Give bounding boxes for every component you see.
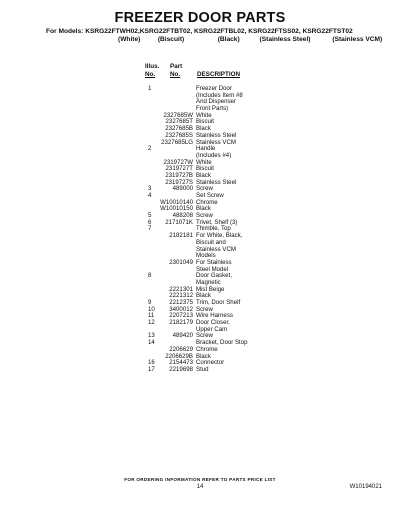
row-description: Black [196,292,211,300]
row-description: For Stainless [196,258,232,266]
row-part-no: 488208 [172,212,193,220]
row-description: Front Parts) [196,105,229,113]
row-description: And Dispenser [196,98,236,106]
row-description: Magnetic [196,278,221,286]
color-stainless-steel: (Stainless Steel) [259,36,311,43]
row-part-no: 2182181 [169,232,193,240]
row-part-no: 2212375 [169,299,193,306]
row-illus-no: 10 [148,305,155,313]
row-part-no: 2219698 [169,365,193,373]
row-part-no: 2206629 [169,345,193,353]
row-illus-no: 16 [148,359,155,367]
row-part-no: 2327685T [165,118,193,126]
row-description: Upper Cam [196,325,228,333]
row-illus-no: 4 [148,192,152,199]
row-description: Black [196,171,211,179]
parts-table [145,86,305,374]
row-description: Door Closer, [196,319,230,327]
document-id: W10194021 [349,484,382,490]
row-description: Stainless VCM [196,245,236,253]
row-part-no: 2327685B [165,125,193,133]
row-part-no: 2301049 [169,258,193,266]
color-stainless-vcm: (Stainless VCM) [332,36,383,43]
row-description: Chrome [196,345,218,353]
row-description: Trivet, Shelf (3) [196,218,238,226]
row-description: Stainless VCM [196,138,236,146]
page-number: 14 [196,484,204,490]
model-list: For Models: KSRG22FTWH02,KSRG22FTBT02, KSRG22FTBL02, KSRG22FTSS02, KSRG22FTST02 [46,28,353,35]
row-illus-no: 1 [148,85,152,92]
row-description: Stud [196,365,209,373]
row-description: Steel Model [196,265,229,273]
row-description: Trim, Door Shelf [196,299,241,306]
table-row [145,273,305,280]
row-illus-no: 5 [148,212,152,220]
table-row [145,140,305,147]
row-part-no: 3400012 [169,305,193,313]
color-list [118,36,388,43]
table-row [145,247,305,254]
row-part-no: W10010140 [160,198,193,206]
header-description: DESCRIPTION [197,70,241,78]
row-description: Set Screw [196,192,224,199]
row-part-no: 2221301 [169,285,193,293]
row-description: Stainless Steel [196,178,237,186]
header-part: Part No. [170,63,183,78]
row-illus-no: 9 [148,299,152,306]
row-description: Connector [196,359,225,367]
row-illus-no: 13 [148,332,155,340]
row-part-no: 2182179 [169,319,193,327]
row-description: (Includes Item #8 [196,91,243,99]
row-part-no: 2319727B [165,171,193,179]
page-title: FREEZER DOOR PARTS [114,10,286,26]
row-illus-no: 17 [148,365,155,373]
row-illus-no: 11 [148,312,155,320]
row-description: Freezer Door [196,85,232,92]
color-black: (Black) [217,36,240,43]
row-part-no: 2319727S [165,178,193,186]
row-illus-no: 7 [148,225,152,233]
row-description: Door Gasket, [196,272,232,280]
ordering-note: FOR ORDERING INFORMATION REFER TO PARTS PRICE LIST [124,477,276,482]
row-description: For White, Black, [196,232,243,240]
row-part-no: 2319727T [165,165,193,173]
table-row [145,367,305,374]
row-description: Handle [196,145,216,153]
row-illus-no: 6 [148,218,152,226]
row-description: Black [196,352,211,360]
row-description: Black [196,125,211,133]
row-part-no: 489420 [172,332,193,340]
row-part-no: 2171071K [165,218,193,226]
table-row [145,206,305,213]
row-part-no: W10010150 [160,205,193,213]
row-part-no: 2327685W [163,111,193,119]
row-illus-no: 3 [148,185,152,193]
row-part-no: 2319727W [163,158,193,166]
row-illus-no: 8 [148,272,152,280]
row-description: Models [196,252,216,260]
row-part-no: 489000 [172,185,193,193]
row-illus-no: 12 [148,319,155,327]
header-illus: Illus. No. [145,63,160,78]
table-row [145,186,305,193]
row-description: Screw [196,212,213,220]
color-white: (White) [118,36,141,43]
row-part-no: 2327685LG [161,138,193,146]
row-part-no: 2221312 [169,292,193,300]
color-biscuit: (Biscuit) [157,36,185,43]
row-description: Screw [196,332,213,340]
row-description: Screw [196,305,213,313]
row-part-no: 2327685S [165,131,193,139]
row-description: (Includes #4) [196,151,232,159]
row-description: White [196,158,212,166]
row-description: Wire Harness [196,312,233,320]
row-part-no: 2207213 [169,312,193,320]
row-description: Screw [196,185,213,193]
row-description: Bracket, Door Stop [196,339,248,347]
row-description: Thimble, Top [196,225,231,233]
row-part-no: 2154473 [169,359,193,367]
row-illus-no: 14 [148,339,155,347]
row-description: Black [196,205,211,213]
table-row [145,180,305,187]
row-description: Chrome [196,198,218,206]
row-description: Biscuit [196,118,214,126]
table-row [145,327,305,334]
row-description: White [196,111,212,119]
row-description: Biscuit and [196,238,226,246]
row-description: Biscuit [196,165,214,173]
row-part-no: 2206629B [165,352,193,360]
row-description: Stainless Steel [196,131,237,139]
row-illus-no: 2 [148,145,152,153]
row-description: Mist Beige [196,285,225,293]
